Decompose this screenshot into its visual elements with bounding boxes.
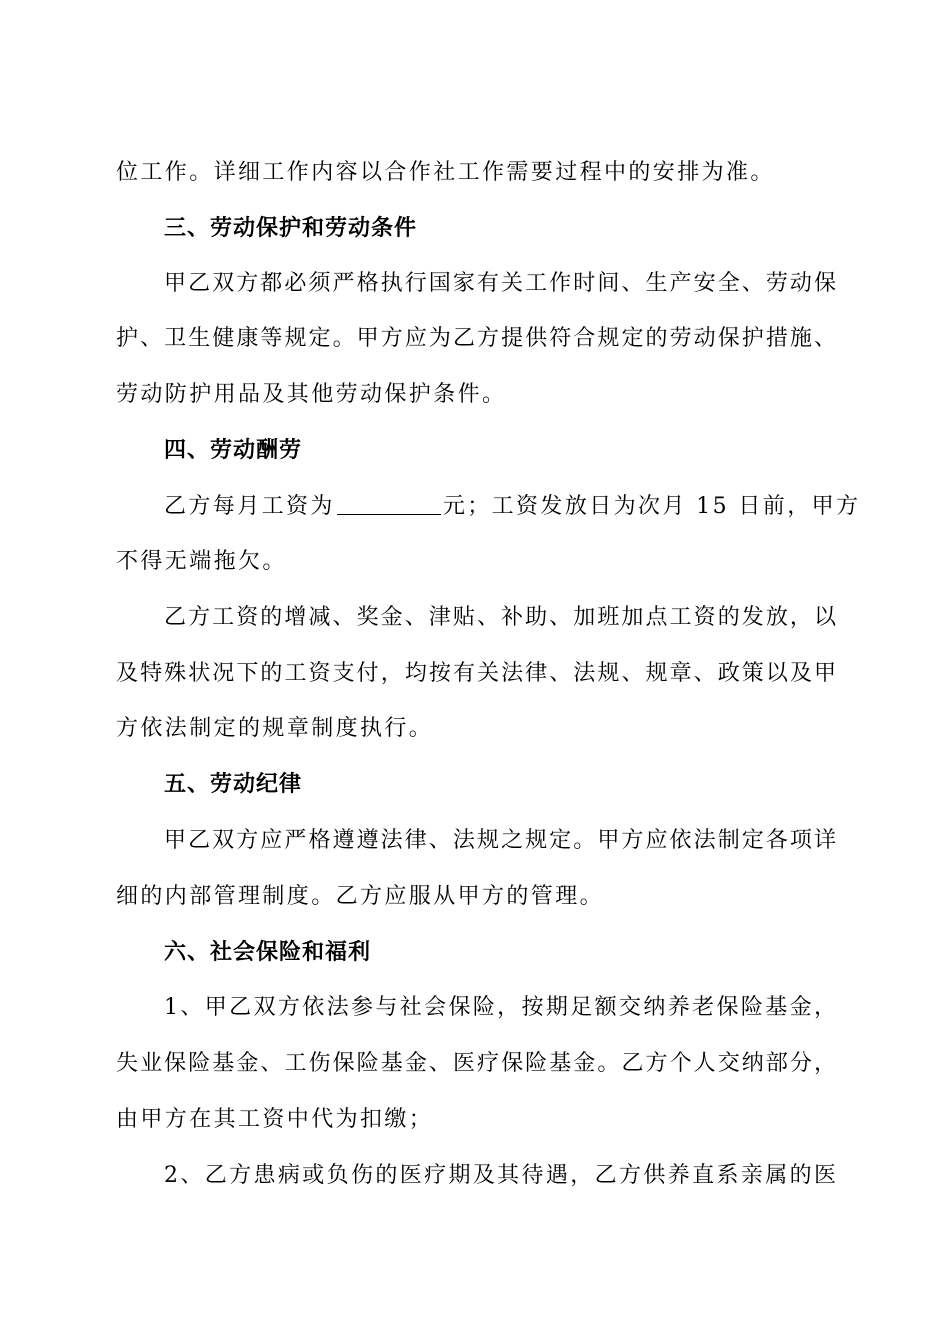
paragraph-line: 护、卫生健康等规定。甲方应为乙方提供符合规定的劳动保护措施、 (116, 326, 836, 351)
paragraph-line: 及特殊状况下的工资支付，均按有关法律、法规、规章、政策以及甲 (116, 661, 836, 686)
paragraph-line: 细的内部管理制度。乙方应服从甲方的管理。 (116, 884, 605, 909)
paragraph-line: 不得无端拖欠。 (116, 549, 287, 574)
salary-label: 乙方每月工资为 (164, 494, 335, 519)
paragraph-line: 劳动防护用品及其他劳动保护条件。 (116, 382, 507, 407)
salary-terms: 元；工资发放日为次月 15 日前，甲方 (442, 494, 861, 519)
salary-line (164, 492, 860, 522)
section-heading-discipline: 五、劳动纪律 (164, 772, 303, 797)
paragraph-line: 失业保险基金、工伤保险基金、医疗保险基金。乙方个人交纳部分， (116, 1051, 836, 1076)
paragraph-line: 方依法制定的规章制度执行。 (116, 716, 434, 741)
section-heading-labor-protection: 三、劳动保护和劳动条件 (164, 216, 418, 241)
section-heading-remuneration: 四、劳动酬劳 (164, 438, 303, 463)
paragraph-line: 位工作。详细工作内容以合作社工作需要过程中的安排为准。 (116, 160, 775, 185)
paragraph-line: 由甲方在其工资中代为扣缴； (116, 1107, 434, 1132)
paragraph-line: 乙方工资的增减、奖金、津贴、补助、加班加点工资的发放，以 (164, 605, 836, 630)
paragraph-line: 2、乙方患病或负伤的医疗期及其待遇，乙方供养直系亲属的医 (164, 1163, 836, 1188)
salary-blank[interactable] (337, 492, 441, 515)
paragraph-line: 1、甲乙双方依法参与社会保险，按期足额交纳养老保险基金， (164, 995, 836, 1020)
paragraph-line: 甲乙双方应严格遵遵法律、法规之规定。甲方应依法制定各项详 (164, 828, 836, 853)
paragraph-line: 甲乙双方都必须严格执行国家有关工作时间、生产安全、劳动保 (164, 271, 836, 296)
section-heading-insurance: 六、社会保险和福利 (164, 940, 372, 965)
